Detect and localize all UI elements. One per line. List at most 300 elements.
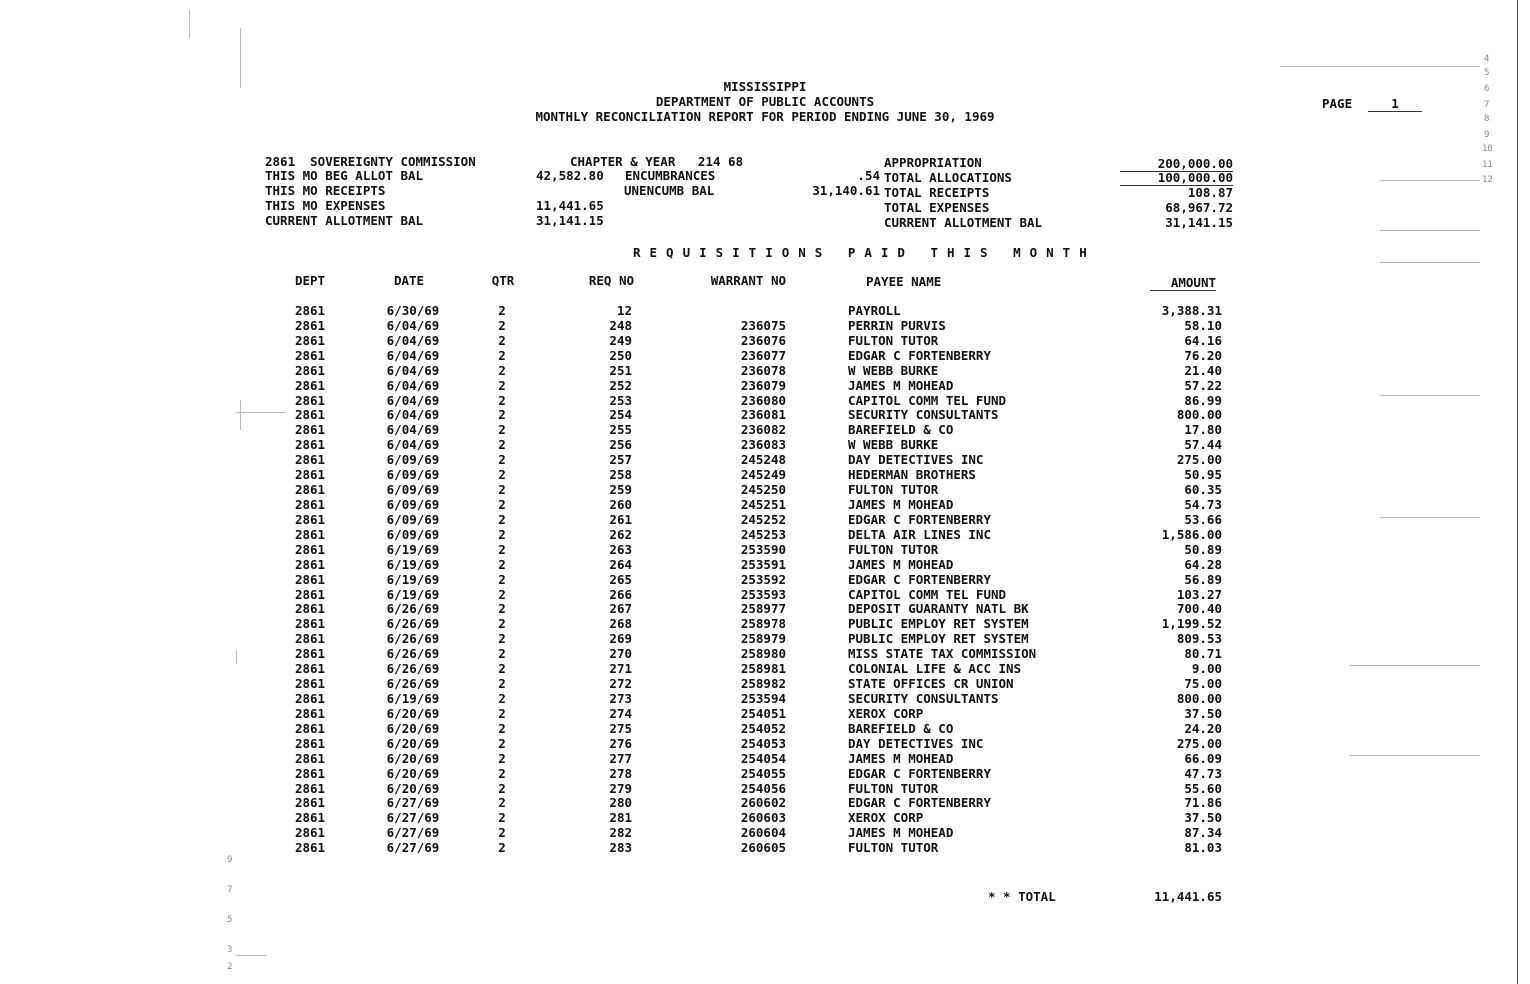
encumbrances-value: .54 — [857, 168, 880, 183]
date-cell: 6/26/69 — [386, 631, 440, 647]
date-cell: 6/09/69 — [386, 496, 440, 512]
qtr-cell: 2 — [498, 556, 506, 572]
req-no-cell: 276 — [609, 735, 632, 751]
req-no-cell: 261 — [609, 511, 632, 527]
table-row — [0, 452, 1530, 467]
dept-cell: 2861 — [294, 810, 326, 826]
table-row — [0, 393, 1530, 408]
warrant-no-cell: 236079 — [740, 377, 786, 393]
date-cell: 6/26/69 — [386, 616, 440, 632]
date-cell: 6/20/69 — [386, 780, 440, 796]
warrant-no-cell: 258982 — [740, 676, 786, 692]
dept-cell: 2861 — [294, 646, 326, 662]
warrant-no-cell: 245249 — [740, 467, 786, 483]
warrant-no-cell: 236081 — [740, 407, 786, 423]
req-no-cell: 263 — [609, 541, 632, 557]
payee-cell: DAY DETECTIVES INC — [848, 735, 984, 751]
amount-cell: 64.28 — [1184, 556, 1222, 572]
warrant-no-cell: 236082 — [740, 422, 786, 438]
current-allotment-label: CURRENT ALLOTMENT BAL — [884, 215, 1043, 230]
req-no-cell: 266 — [609, 586, 632, 602]
req-no-cell: 255 — [609, 422, 632, 438]
amount-cell: 700.40 — [1176, 601, 1222, 617]
qtr-cell: 2 — [498, 705, 506, 721]
margin-mark: 9 — [227, 855, 233, 865]
table-row — [0, 407, 1530, 422]
payee-cell: FULTON TUTOR — [848, 541, 939, 557]
date-cell: 6/04/69 — [386, 347, 440, 363]
date-cell: 6/20/69 — [386, 705, 440, 721]
amount-cell: 103.27 — [1176, 586, 1222, 602]
amount-cell: 809.53 — [1176, 631, 1222, 647]
qtr-cell: 2 — [498, 407, 506, 423]
expenses-value: 11,441.65 — [536, 198, 604, 213]
req-no-cell: 275 — [609, 720, 632, 736]
dept-cell: 2861 — [294, 795, 326, 811]
qtr-cell: 2 — [498, 347, 506, 363]
date-cell: 6/04/69 — [386, 437, 440, 453]
req-no-cell: 270 — [609, 646, 632, 662]
form-rule — [1380, 230, 1480, 231]
qtr-cell: 2 — [498, 422, 506, 438]
col-header-warrant-no: WARRANT NO — [710, 273, 786, 288]
qtr-cell: 2 — [498, 750, 506, 766]
warrant-no-cell: 258978 — [740, 616, 786, 632]
col-header-qtr: QTR — [491, 273, 515, 288]
table-row — [0, 691, 1530, 706]
dept-cell: 2861 — [294, 362, 326, 378]
date-cell: 6/09/69 — [386, 482, 440, 498]
qtr-cell: 2 — [498, 467, 506, 483]
payee-cell: XEROX CORP — [848, 810, 924, 826]
total-receipts-value: 108.87 — [1187, 185, 1233, 200]
payee-cell: PAYROLL — [848, 303, 901, 318]
table-row — [0, 706, 1530, 721]
margin-mark: 5 — [1484, 68, 1490, 78]
dept-cell: 2861 — [294, 735, 326, 751]
req-no-cell: 253 — [609, 392, 632, 408]
margin-mark: 9 — [1484, 130, 1490, 140]
margin-mark: 11 — [1482, 160, 1493, 170]
table-row — [0, 766, 1530, 781]
date-cell: 6/04/69 — [386, 407, 440, 423]
qtr-cell: 2 — [498, 616, 506, 632]
date-cell: 6/27/69 — [386, 795, 440, 811]
table-row — [0, 795, 1530, 810]
warrant-no-cell: 236076 — [740, 332, 786, 348]
payee-cell: DELTA AIR LINES INC — [848, 526, 991, 542]
qtr-cell: 2 — [498, 631, 506, 647]
warrant-no-cell: 245250 — [740, 482, 786, 498]
form-rule — [1380, 180, 1480, 181]
margin-mark: 10 — [1482, 144, 1493, 154]
qtr-cell: 2 — [498, 810, 506, 826]
amount-cell: 1,586.00 — [1161, 526, 1222, 542]
req-no-cell: 260 — [609, 496, 632, 512]
table-row — [0, 497, 1530, 512]
amount-cell: 47.73 — [1184, 765, 1222, 781]
table-row — [0, 318, 1530, 333]
margin-mark: 7 — [227, 885, 233, 895]
warrant-no-cell: 254056 — [740, 780, 786, 796]
total-value: 11,441.65 — [1154, 889, 1222, 904]
table-row — [0, 676, 1530, 691]
amount-cell: 800.00 — [1176, 690, 1222, 706]
amount-cell: 55.60 — [1184, 780, 1222, 796]
margin-mark: 12 — [1482, 175, 1493, 185]
amount-cell: 80.71 — [1184, 646, 1222, 662]
req-no-cell: 262 — [609, 526, 632, 542]
warrant-no-cell: 253593 — [740, 586, 786, 602]
table-row — [0, 422, 1530, 437]
warrant-no-cell: 245253 — [740, 526, 786, 542]
unencumb-value: 31,140.61 — [812, 183, 880, 198]
payee-cell: SECURITY CONSULTANTS — [848, 407, 999, 423]
total-receipts-label: TOTAL RECEIPTS — [884, 185, 990, 200]
amount-cell: 56.89 — [1184, 571, 1222, 587]
margin-mark: 5 — [227, 915, 233, 925]
table-row — [0, 736, 1530, 751]
req-no-cell: 250 — [609, 347, 632, 363]
amount-cell: 57.22 — [1184, 377, 1222, 393]
qtr-cell: 2 — [498, 482, 506, 498]
warrant-no-cell: 260605 — [740, 840, 786, 856]
qtr-cell: 2 — [498, 601, 506, 617]
beg-allot-label: THIS MO BEG ALLOT BAL — [265, 168, 424, 183]
warrant-no-cell: 258981 — [740, 661, 786, 677]
date-cell: 6/20/69 — [386, 720, 440, 736]
dept-cell: 2861 — [294, 407, 326, 423]
qtr-cell: 2 — [498, 690, 506, 706]
req-no-cell: 268 — [609, 616, 632, 632]
left-margin-rule — [189, 10, 190, 38]
amount-cell: 64.16 — [1184, 332, 1222, 348]
current-allot-label: CURRENT ALLOTMENT BAL — [265, 213, 424, 228]
dept-cell: 2861 — [294, 303, 326, 318]
dept-cell: 2861 — [294, 571, 326, 587]
current-allot-value: 31,141.15 — [536, 213, 604, 228]
payee-cell: SECURITY CONSULTANTS — [848, 690, 999, 706]
page-number: 1 — [1368, 96, 1422, 112]
date-cell: 6/19/69 — [386, 690, 440, 706]
table-row — [0, 587, 1530, 602]
appropriation-value: 200,000.00 — [1120, 156, 1233, 172]
date-cell: 6/20/69 — [386, 735, 440, 751]
table-row — [0, 512, 1530, 527]
date-cell: 6/04/69 — [386, 317, 440, 333]
req-no-cell: 281 — [609, 810, 632, 826]
qtr-cell: 2 — [498, 362, 506, 378]
req-no-cell: 251 — [609, 362, 632, 378]
dept-cell: 2861 — [294, 840, 326, 856]
date-cell: 6/19/69 — [386, 586, 440, 602]
payee-cell: PUBLIC EMPLOY RET SYSTEM — [848, 631, 1029, 647]
req-no-cell: 267 — [609, 601, 632, 617]
payee-cell: DEPOSIT GUARANTY NATL BK — [848, 601, 1029, 617]
qtr-cell: 2 — [498, 511, 506, 527]
total-expenses-value: 68,967.72 — [1165, 200, 1233, 215]
warrant-no-cell: 236075 — [740, 317, 786, 333]
req-no-cell: 248 — [609, 317, 632, 333]
qtr-cell: 2 — [498, 377, 506, 393]
table-row — [0, 601, 1530, 616]
req-no-cell: 252 — [609, 377, 632, 393]
warrant-no-cell: 260602 — [740, 795, 786, 811]
amount-cell: 24.20 — [1184, 720, 1222, 736]
warrant-no-cell: 253591 — [740, 556, 786, 572]
amount-cell: 54.73 — [1184, 496, 1222, 512]
current-allotment-value: 31,141.15 — [1165, 215, 1233, 230]
qtr-cell: 2 — [498, 735, 506, 751]
req-no-cell: 277 — [609, 750, 632, 766]
amount-cell: 87.34 — [1184, 825, 1222, 841]
table-row — [0, 781, 1530, 796]
payee-cell: EDGAR C FORTENBERRY — [848, 765, 991, 781]
payee-cell: FULTON TUTOR — [848, 840, 939, 856]
req-no-cell: 278 — [609, 765, 632, 781]
dept-cell: 2861 — [294, 317, 326, 333]
table-row — [0, 721, 1530, 736]
table-row — [0, 631, 1530, 646]
payee-cell: EDGAR C FORTENBERRY — [848, 511, 991, 527]
date-cell: 6/20/69 — [386, 750, 440, 766]
date-cell: 6/04/69 — [386, 422, 440, 438]
qtr-cell: 2 — [498, 765, 506, 781]
amount-cell: 81.03 — [1184, 840, 1222, 856]
amount-cell: 58.10 — [1184, 317, 1222, 333]
warrant-no-cell: 254053 — [740, 735, 786, 751]
payee-cell: FULTON TUTOR — [848, 482, 939, 498]
amount-cell: 60.35 — [1184, 482, 1222, 498]
dept-cell: 2861 — [294, 586, 326, 602]
date-cell: 6/26/69 — [386, 601, 440, 617]
encumbrances-label: ENCUMBRANCES — [625, 168, 716, 183]
payee-cell: BAREFIELD & CO — [848, 422, 954, 438]
dept-cell: 2861 — [294, 676, 326, 692]
payee-cell: MISS STATE TAX COMMISSION — [848, 646, 1037, 662]
date-cell: 6/09/69 — [386, 452, 440, 468]
req-no-cell: 269 — [609, 631, 632, 647]
req-no-cell: 256 — [609, 437, 632, 453]
warrant-no-cell: 245251 — [740, 496, 786, 512]
payee-cell: EDGAR C FORTENBERRY — [848, 347, 991, 363]
dept-cell: 2861 — [294, 377, 326, 393]
dept-cell: 2861 — [294, 452, 326, 468]
req-no-cell: 271 — [609, 661, 632, 677]
qtr-cell: 2 — [498, 496, 506, 512]
dept-cell: 2861 — [294, 720, 326, 736]
amount-cell: 75.00 — [1184, 676, 1222, 692]
payee-cell: EDGAR C FORTENBERRY — [848, 571, 991, 587]
total-expenses-label: TOTAL EXPENSES — [884, 200, 990, 215]
table-row — [0, 482, 1530, 497]
warrant-no-cell: 254054 — [740, 750, 786, 766]
warrant-no-cell: 260604 — [740, 825, 786, 841]
date-cell: 6/09/69 — [386, 467, 440, 483]
col-header-payee: PAYEE NAME — [866, 274, 942, 289]
warrant-no-cell: 258980 — [740, 646, 786, 662]
table-row — [0, 661, 1530, 676]
table-row — [0, 825, 1530, 840]
col-header-dept: DEPT — [294, 273, 326, 288]
amount-cell: 17.80 — [1184, 422, 1222, 438]
payee-cell: STATE OFFICES CR UNION — [848, 676, 1014, 692]
req-no-cell: 259 — [609, 482, 632, 498]
date-cell: 6/27/69 — [386, 825, 440, 841]
payee-cell: W WEBB BURKE — [848, 437, 939, 453]
dept-cell: 2861 — [294, 422, 326, 438]
amount-cell: 37.50 — [1184, 705, 1222, 721]
payee-cell: XEROX CORP — [848, 705, 924, 721]
dept-cell: 2861 — [294, 750, 326, 766]
table-row — [0, 348, 1530, 363]
amount-cell: 9.00 — [1191, 661, 1222, 677]
date-cell: 6/19/69 — [386, 541, 440, 557]
beg-allot-value: 42,582.80 — [536, 168, 604, 183]
dept-cell: 2861 — [294, 601, 326, 617]
payee-cell: JAMES M MOHEAD — [848, 496, 954, 512]
payee-cell: DAY DETECTIVES INC — [848, 452, 984, 468]
req-no-cell: 282 — [609, 825, 632, 841]
date-cell: 6/09/69 — [386, 526, 440, 542]
table-row — [0, 646, 1530, 661]
warrant-no-cell: 260603 — [740, 810, 786, 826]
margin-mark: 8 — [1484, 114, 1490, 124]
report-title: MONTHLY RECONCILIATION REPORT FOR PERIOD ENDING JUNE 30, 1969 — [535, 109, 995, 124]
warrant-no-cell: 258979 — [740, 631, 786, 647]
unencumb-label: UNENCUMB BAL — [624, 183, 715, 198]
table-row — [0, 557, 1530, 572]
qtr-cell: 2 — [498, 840, 506, 856]
req-no-cell: 272 — [609, 676, 632, 692]
dept-cell: 2861 — [294, 616, 326, 632]
qtr-cell: 2 — [498, 452, 506, 468]
warrant-no-cell: 236077 — [740, 347, 786, 363]
req-no-cell: 258 — [609, 467, 632, 483]
qtr-cell: 2 — [498, 303, 506, 318]
table-row — [0, 616, 1530, 631]
dept-cell: 2861 — [294, 437, 326, 453]
margin-mark: 4 — [1484, 54, 1490, 64]
total-allocations-value: 100,000.00 — [1120, 170, 1233, 186]
report-state: MISSISSIPPI — [723, 79, 807, 94]
payee-cell: HEDERMAN BROTHERS — [848, 467, 976, 483]
warrant-no-cell: 236080 — [740, 392, 786, 408]
amount-cell: 66.09 — [1184, 750, 1222, 766]
date-cell: 6/04/69 — [386, 332, 440, 348]
payee-cell: FULTON TUTOR — [848, 332, 939, 348]
amount-cell: 275.00 — [1176, 735, 1222, 751]
table-row — [0, 333, 1530, 348]
warrant-no-cell: 236083 — [740, 437, 786, 453]
agency-name: 2861 SOVEREIGNTY COMMISSION — [265, 154, 476, 169]
table-row — [0, 751, 1530, 766]
payee-cell: JAMES M MOHEAD — [848, 377, 954, 393]
form-rule — [1280, 66, 1480, 67]
amount-cell: 71.86 — [1184, 795, 1222, 811]
qtr-cell: 2 — [498, 526, 506, 542]
warrant-no-cell: 253592 — [740, 571, 786, 587]
dept-cell: 2861 — [294, 690, 326, 706]
warrant-no-cell: 258977 — [740, 601, 786, 617]
amount-cell: 800.00 — [1176, 407, 1222, 423]
qtr-cell: 2 — [498, 825, 506, 841]
qtr-cell: 2 — [498, 317, 506, 333]
amount-cell: 76.20 — [1184, 347, 1222, 363]
table-row — [0, 363, 1530, 378]
payee-cell: COLONIAL LIFE & ACC INS — [848, 661, 1022, 677]
dept-cell: 2861 — [294, 467, 326, 483]
appropriation-label: APPROPRIATION — [884, 155, 982, 170]
qtr-cell: 2 — [498, 541, 506, 557]
dept-cell: 2861 — [294, 765, 326, 781]
qtr-cell: 2 — [498, 571, 506, 587]
margin-mark: 2 — [227, 962, 233, 972]
dept-cell: 2861 — [294, 482, 326, 498]
col-header-req-no: REQ NO — [588, 273, 634, 288]
dept-cell: 2861 — [294, 661, 326, 677]
req-no-cell: 265 — [609, 571, 632, 587]
qtr-cell: 2 — [498, 437, 506, 453]
date-cell: 6/04/69 — [386, 362, 440, 378]
amount-cell: 50.95 — [1184, 467, 1222, 483]
req-no-cell: 12 — [616, 303, 632, 318]
table-row — [0, 840, 1530, 855]
amount-cell: 50.89 — [1184, 541, 1222, 557]
table-row — [0, 467, 1530, 482]
table-row — [0, 542, 1530, 557]
date-cell: 6/09/69 — [386, 511, 440, 527]
warrant-no-cell: 245248 — [740, 452, 786, 468]
warrant-no-cell: 253594 — [740, 690, 786, 706]
dept-cell: 2861 — [294, 332, 326, 348]
section-title: REQUISITIONS PAID THIS MONTH — [633, 245, 1096, 260]
date-cell: 6/19/69 — [386, 556, 440, 572]
total-allocations-label: TOTAL ALLOCATIONS — [884, 170, 1012, 185]
dept-cell: 2861 — [294, 631, 326, 647]
payee-cell: JAMES M MOHEAD — [848, 556, 954, 572]
dept-cell: 2861 — [294, 526, 326, 542]
chapter-year: CHAPTER & YEAR 214 68 — [570, 154, 744, 169]
qtr-cell: 2 — [498, 780, 506, 796]
payee-cell: BAREFIELD & CO — [848, 720, 954, 736]
date-cell: 6/30/69 — [386, 303, 440, 318]
req-no-cell: 274 — [609, 705, 632, 721]
req-no-cell: 279 — [609, 780, 632, 796]
date-cell: 6/04/69 — [386, 377, 440, 393]
table-row — [0, 810, 1530, 825]
qtr-cell: 2 — [498, 646, 506, 662]
qtr-cell: 2 — [498, 661, 506, 677]
amount-cell: 3,388.31 — [1161, 303, 1222, 318]
date-cell: 6/27/69 — [386, 840, 440, 856]
payee-cell: JAMES M MOHEAD — [848, 750, 954, 766]
dept-cell: 2861 — [294, 392, 326, 408]
amount-cell: 57.44 — [1184, 437, 1222, 453]
dept-cell: 2861 — [294, 556, 326, 572]
page-label: PAGE — [1322, 96, 1353, 111]
dept-cell: 2861 — [294, 347, 326, 363]
dept-cell: 2861 — [294, 541, 326, 557]
payee-cell: CAPITOL COMM TEL FUND — [848, 392, 1007, 408]
qtr-cell: 2 — [498, 332, 506, 348]
amount-cell: 275.00 — [1176, 452, 1222, 468]
payee-cell: EDGAR C FORTENBERRY — [848, 795, 991, 811]
date-cell: 6/26/69 — [386, 646, 440, 662]
margin-mark: 3 — [227, 945, 233, 955]
amount-cell: 21.40 — [1184, 362, 1222, 378]
warrant-no-cell: 236078 — [740, 362, 786, 378]
